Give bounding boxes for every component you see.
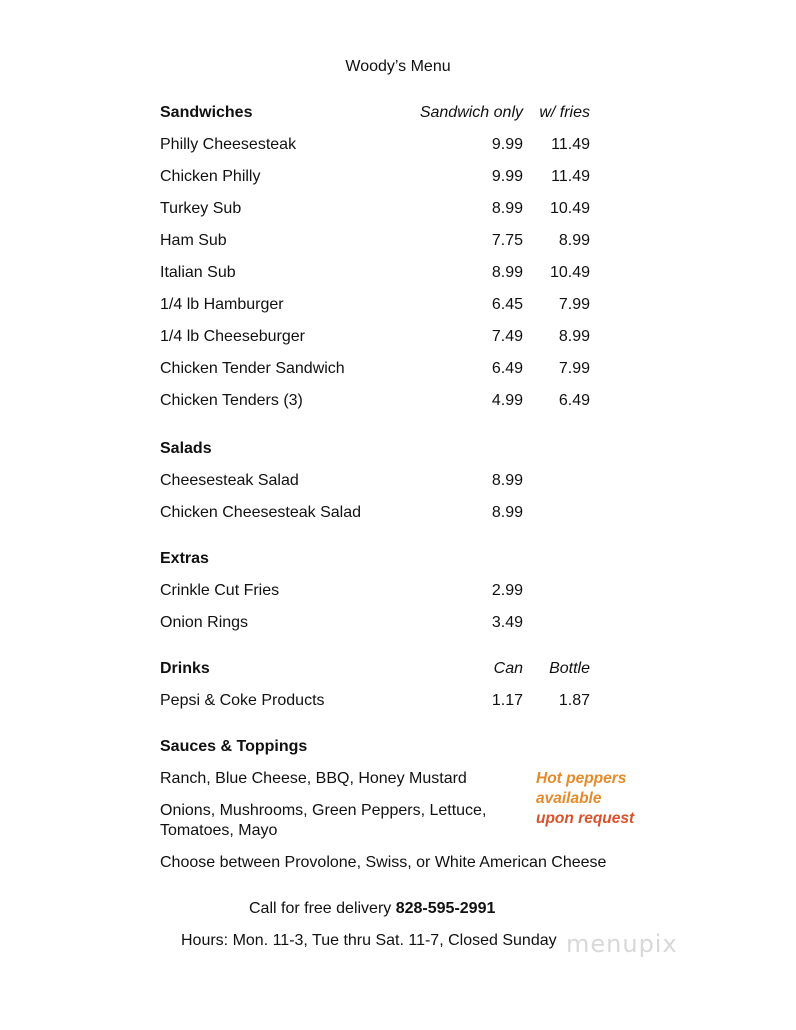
item-name: Cheesesteak Salad: [160, 472, 299, 489]
item-price: 3.49: [491, 614, 523, 631]
sauces-line: Ranch, Blue Cheese, BBQ, Honey Mustard: [160, 770, 467, 787]
hot-peppers-line-2: available: [536, 790, 602, 807]
menu-item-row: [160, 390, 600, 412]
toppings-line-continued: Tomatoes, Mayo: [160, 822, 278, 839]
item-price-with-fries: 11.49: [551, 168, 590, 185]
column-header-can: Can: [493, 660, 523, 677]
menu-item-row: [160, 262, 600, 284]
item-name: Philly Cheesesteak: [160, 136, 297, 153]
menu-item-row: [160, 134, 600, 156]
item-price-with-fries: 10.49: [549, 264, 590, 281]
section-heading-salads: Salads: [160, 440, 212, 457]
section-heading-sandwiches: Sandwiches: [160, 104, 253, 121]
item-price-with-fries: 11.49: [551, 136, 590, 153]
menu-item-row: [160, 230, 600, 252]
item-price-bottle: 1.87: [558, 692, 590, 709]
column-header-sandwich-only: Sandwich only: [419, 104, 523, 121]
menu-item-row: [160, 690, 600, 712]
delivery-line: [249, 898, 495, 920]
hours-line: Hours: Mon. 11-3, Tue thru Sat. 11-7, Closed Sunday: [181, 932, 557, 949]
menu-title: Woody’s Menu: [345, 58, 451, 75]
item-name: 1/4 lb Hamburger: [160, 296, 284, 313]
salads-heading-row: [160, 438, 600, 460]
item-name: Chicken Cheesesteak Salad: [160, 504, 362, 521]
item-name: Pepsi & Coke Products: [160, 692, 325, 709]
section-heading-extras: Extras: [160, 550, 209, 567]
item-price-sandwich-only: 9.99: [491, 168, 523, 185]
item-price: 8.99: [491, 472, 523, 489]
item-price-with-fries: 8.99: [558, 232, 590, 249]
column-header-with-fries: w/ fries: [539, 104, 590, 121]
hot-peppers-note: [536, 769, 634, 829]
item-price-sandwich-only: 8.99: [491, 200, 523, 217]
hot-peppers-line-1: Hot peppers: [536, 770, 627, 787]
item-price-with-fries: 10.49: [549, 200, 590, 217]
item-name: Ham Sub: [160, 232, 227, 249]
menu-item-row: [160, 612, 600, 634]
item-name: Chicken Tenders (3): [160, 392, 303, 409]
item-name: Crinkle Cut Fries: [160, 582, 280, 599]
menu-item-row: [160, 580, 600, 602]
item-price-sandwich-only: 7.75: [491, 232, 523, 249]
menu-item-row: [160, 470, 600, 492]
section-heading-sauces: Sauces & Toppings: [160, 738, 308, 755]
watermark-logo: menupix: [566, 930, 678, 958]
item-name: 1/4 lb Cheeseburger: [160, 328, 305, 345]
hot-peppers-line-3: upon request: [536, 810, 635, 827]
menu-item-row: [160, 502, 600, 524]
menu-item-row: [160, 358, 600, 380]
item-price-sandwich-only: 4.99: [491, 392, 523, 409]
item-price-with-fries: 6.49: [558, 392, 590, 409]
extras-heading-row: [160, 548, 600, 570]
item-price-with-fries: 7.99: [558, 360, 590, 377]
sandwiches-heading-row: [160, 102, 600, 124]
item-name: Onion Rings: [160, 614, 249, 631]
item-price-sandwich-only: 6.49: [491, 360, 523, 377]
item-price-with-fries: 7.99: [558, 296, 590, 313]
menu-item-row: [160, 198, 600, 220]
item-price: 8.99: [491, 504, 523, 521]
item-name: Chicken Philly: [160, 168, 261, 185]
delivery-label: Call for free delivery: [249, 900, 392, 917]
item-price-sandwich-only: 6.45: [491, 296, 523, 313]
item-name: Italian Sub: [160, 264, 236, 281]
item-price-sandwich-only: 9.99: [491, 136, 523, 153]
menu-item-row: [160, 326, 600, 348]
item-price-sandwich-only: 7.49: [491, 328, 523, 345]
column-header-bottle: Bottle: [549, 660, 590, 677]
drinks-heading-row: [160, 658, 600, 680]
phone-number: 828-595-2991: [395, 900, 496, 917]
item-name: Chicken Tender Sandwich: [160, 360, 345, 377]
toppings-line: Onions, Mushrooms, Green Peppers, Lettuce,: [160, 802, 487, 819]
item-price-sandwich-only: 8.99: [491, 264, 523, 281]
menu-item-row: [160, 166, 600, 188]
sauces-heading-row: [160, 736, 600, 758]
cheese-choice-line: Choose between Provolone, Swiss, or White American Cheese: [160, 854, 607, 871]
item-price: 2.99: [491, 582, 523, 599]
item-price-can: 1.17: [491, 692, 523, 709]
item-price-with-fries: 8.99: [558, 328, 590, 345]
menu-item-row: [160, 294, 600, 316]
item-name: Turkey Sub: [160, 200, 242, 217]
section-heading-drinks: Drinks: [160, 660, 210, 677]
